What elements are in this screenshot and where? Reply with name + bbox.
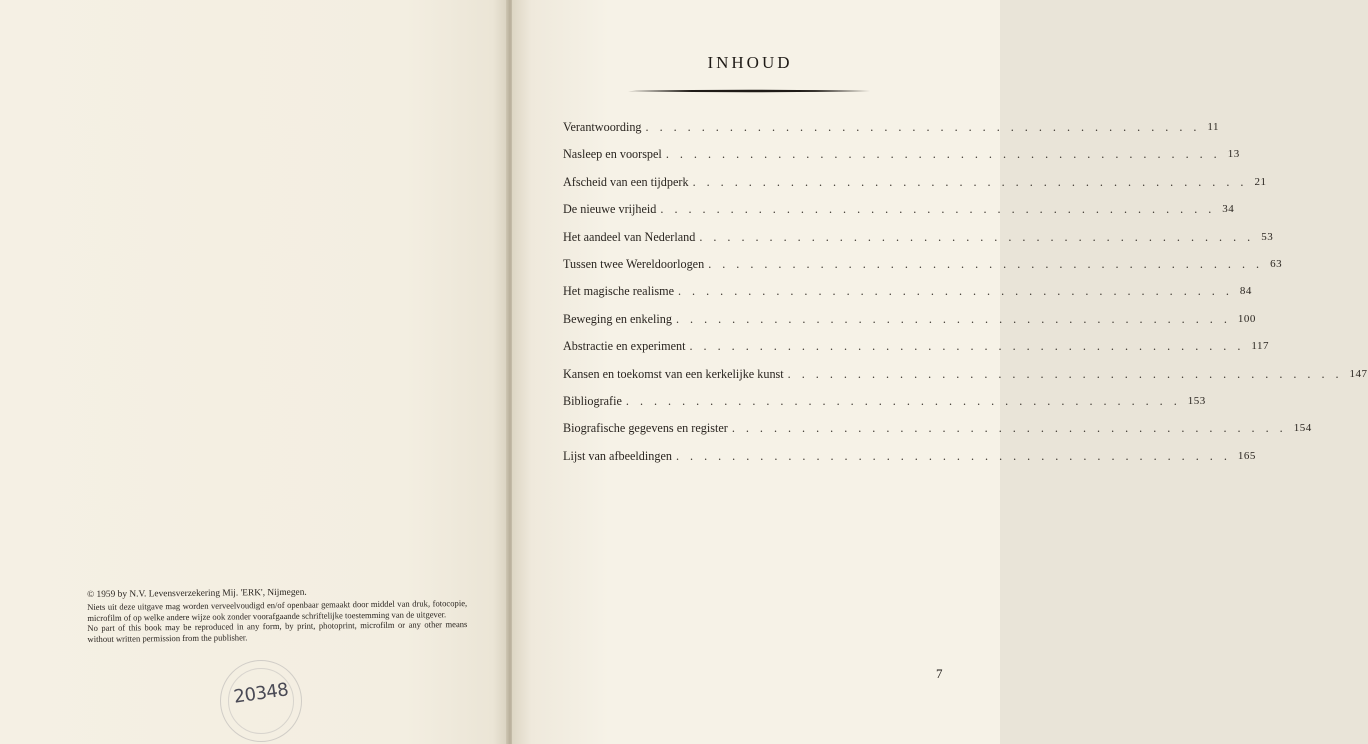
library-stamp xyxy=(220,660,302,742)
table-of-contents xyxy=(563,120,1368,476)
toc-entry-label: Lijst van afbeeldingen xyxy=(563,448,672,463)
toc-entry-page: 154 xyxy=(1293,422,1312,435)
toc-entry-label: Afscheid van een tijdperk xyxy=(563,174,689,189)
toc-entry-label: Kansen en toekomst van een kerkelijke kunst xyxy=(563,366,784,381)
toc-entry-page: 84 xyxy=(1239,285,1252,298)
toc-leader-dots: ........................................ xyxy=(699,229,1262,244)
toc-entry xyxy=(563,421,1312,448)
toc-leader-dots: ........................................ xyxy=(625,393,1188,408)
toc-entry xyxy=(563,120,1219,147)
toc-leader-dots: ........................................ xyxy=(678,284,1240,299)
rights-notice-dutch: Niets uit deze uitgave mag worden verveelvoudigd en/of openbaar gemaakt door middel van druk, fotocopie, microfilm of op welke andere wijze ook zonder voorafgaande schriftelijke toestemming van de uitgever. xyxy=(87,598,468,623)
toc-entry xyxy=(563,284,1252,311)
toc-entry-label: Het aandeel van Nederland xyxy=(563,229,696,244)
toc-leader-dots: ........................................ xyxy=(689,339,1252,354)
toc-entry xyxy=(563,174,1267,202)
toc-entry xyxy=(563,202,1235,229)
toc-entry-label: Tussen twee Wereldoorlogen xyxy=(563,256,705,271)
page-title: INHOUD xyxy=(707,53,793,72)
toc-entry xyxy=(563,393,1206,421)
toc-leader-dots: ........................................ xyxy=(708,256,1271,271)
toc-entry-label: Biografische gegevens en register xyxy=(563,421,728,436)
toc-entry-label: Beweging en enkeling xyxy=(563,311,672,326)
toc-entry-page: 100 xyxy=(1237,312,1256,325)
toc-entry-label: Verantwoording xyxy=(563,120,642,134)
toc-entry-label: Bibliografie xyxy=(563,393,622,408)
copyright-line: © 1959 by N.V. Levensverzekering Mij. 'ERK', Nijmegen. xyxy=(87,587,307,600)
toc-entry xyxy=(563,229,1274,257)
toc-entry-page: 63 xyxy=(1270,257,1283,270)
title-rule xyxy=(628,89,870,93)
toc-entry-page: 165 xyxy=(1237,449,1256,462)
stamp-number: 20348 xyxy=(232,679,290,708)
page-number: 7 xyxy=(936,666,943,681)
toc-entry-page: 153 xyxy=(1187,394,1206,407)
toc-entry-page: 34 xyxy=(1222,203,1235,216)
toc-leader-dots: ........................................ xyxy=(645,120,1208,134)
toc-entry-label: Het magische realisme xyxy=(563,284,674,299)
toc-entry xyxy=(563,147,1240,174)
toc-entry-page: 11 xyxy=(1207,121,1219,133)
toc-entry-page: 13 xyxy=(1227,148,1240,161)
toc-entry xyxy=(563,256,1283,284)
copyright-notice xyxy=(87,586,468,644)
toc-leader-dots: ........................................ xyxy=(731,421,1294,436)
toc-leader-dots: ........................................ xyxy=(675,311,1238,326)
toc-entry-page: 53 xyxy=(1261,230,1274,243)
rights-notice-english: No part of this book may be reproduced in any form, by print, photoprint, microfilm or any other means without written permission from the publisher. xyxy=(87,619,468,644)
toc-entry xyxy=(563,339,1269,366)
toc-entry-page: 21 xyxy=(1254,175,1267,188)
toc-entry xyxy=(563,366,1368,394)
left-page xyxy=(0,0,508,744)
toc-entry xyxy=(563,448,1256,476)
toc-leader-dots: ........................................ xyxy=(675,448,1238,463)
toc-entry-page: 147 xyxy=(1349,367,1368,380)
toc-entry-label: De nieuwe vrijheid xyxy=(563,202,657,217)
toc-entry-label: Abstractie en experiment xyxy=(563,339,686,354)
toc-entry xyxy=(563,311,1256,339)
toc-leader-dots: ........................................ xyxy=(660,202,1223,217)
toc-leader-dots: ........................................ xyxy=(692,174,1255,189)
toc-entry-page: 117 xyxy=(1251,340,1269,353)
toc-leader-dots: ........................................ xyxy=(665,147,1228,162)
toc-leader-dots: ........................................ xyxy=(787,366,1350,381)
toc-entry-label: Nasleep en voorspel xyxy=(563,147,662,162)
